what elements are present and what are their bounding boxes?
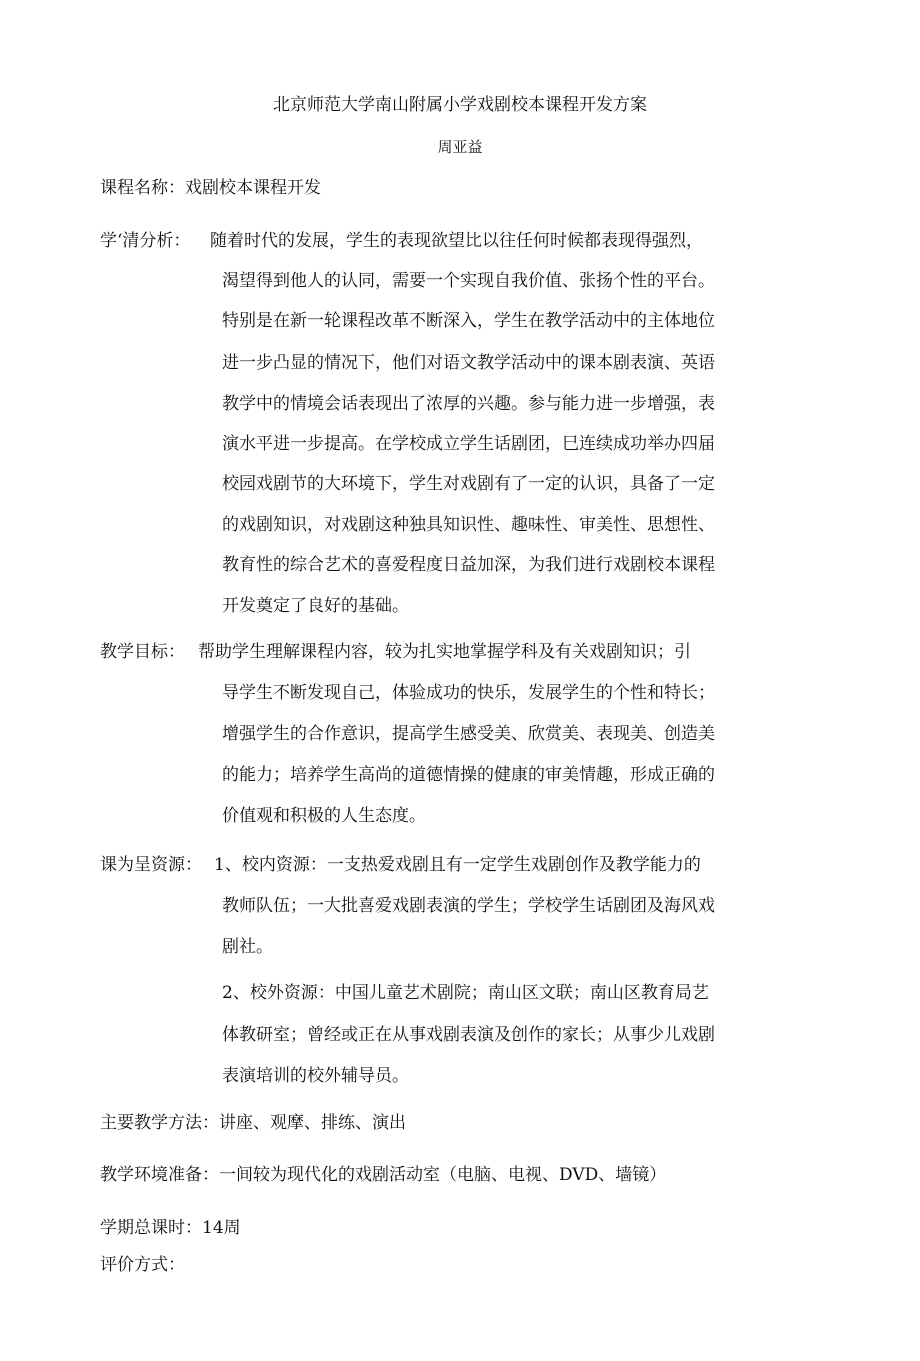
resources-label: 课为呈资源： (100, 855, 202, 875)
learner-analysis-label: 学‘清分析： (100, 231, 191, 251)
teaching-environment-row (100, 1163, 666, 1187)
teaching-goals-line: 增强学生的合作意识，提高学生感受美、欣赏美、表现美、创造美 (222, 724, 715, 744)
teaching-methods-value: 讲座、观摩、排练、演出 (219, 1113, 406, 1133)
learner-analysis-line: 教学中的情境会话表现出了浓厚的兴趣。参与能力进一步增强，表 (222, 394, 715, 414)
internal-resources-line: 1、校内资源：一支热爱戏剧且有一定学生戏剧创作及教学能力的 (214, 855, 701, 875)
teaching-goals-label: 教学目标： (100, 642, 185, 662)
learner-analysis-line: 校园戏剧节的大环境下，学生对戏剧有了一定的认识，具备了一定 (222, 474, 715, 494)
semester-hours-value: 14周 (202, 1218, 241, 1238)
course-name-row (100, 176, 321, 200)
learner-analysis-line: 演水平进一步提高。在学校成立学生话剧团，巳连续成功举办四届 (222, 434, 715, 454)
semester-hours-row (100, 1216, 241, 1240)
learner-analysis-line: 教育性的综合艺术的喜爱程度日益加深，为我们进行戏剧校本课程 (222, 555, 715, 575)
evaluation-row (100, 1253, 185, 1277)
author-name: 周亚益 (437, 138, 483, 156)
teaching-methods-row (100, 1111, 406, 1135)
teaching-environment-value: 一间较为现代化的戏剧活动室（电脑、电视、DVD、墙镜） (219, 1165, 667, 1185)
external-resources-line: 2、校外资源：中国儿童艺术剧院；南山区文联；南山区教育局艺 (222, 983, 709, 1003)
external-resources-line: 表演培训的校外辅导员。 (222, 1066, 409, 1086)
teaching-goals-line: 帮助学生理解课程内容，较为扎实地掌握学科及有关戏剧知识；引 (198, 642, 691, 662)
learner-analysis-line: 渴望得到他人的认同，需要一个实现自我价值、张扬个性的平台。 (222, 271, 715, 291)
learner-analysis-line: 进一步凸显的情况下，他们对语文教学活动中的课本剧表演、英语 (222, 353, 715, 373)
teaching-methods-label: 主要教学方法： (100, 1113, 219, 1133)
external-resources-line: 体教研室；曾经或正在从事戏剧表演及创作的家长；从事少儿戏剧 (222, 1025, 715, 1045)
document-title: 北京师范大学南山附属小学戏剧校本课程开发方案 (273, 95, 647, 115)
teaching-goals-line: 的能力；培养学生高尚的道德情操的健康的审美情趣，形成正确的 (222, 765, 715, 785)
internal-resources-line: 剧社。 (222, 937, 273, 957)
learner-analysis-line: 的戏剧知识，对戏剧这种独具知识性、趣味性、审美性、思想性、 (222, 515, 715, 535)
teaching-environment-label: 教学环境准备： (100, 1165, 219, 1185)
learner-analysis-line: 特别是在新一轮课程改革不断深入，学生在教学活动中的主体地位 (222, 311, 715, 331)
teaching-goals-line: 价值观和积极的人生态度。 (222, 806, 426, 826)
course-name-value: 戏剧校本课程开发 (185, 178, 321, 198)
learner-analysis-line: 随着时代的发展，学生的表现欲望比以往任何时候都表现得强烈， (210, 231, 703, 251)
internal-resources-line: 教师队伍；一大批喜爱戏剧表演的学生；学校学生话剧团及海风戏 (222, 896, 715, 916)
evaluation-label: 评价方式： (100, 1255, 185, 1275)
learner-analysis-line: 开发奠定了良好的基础。 (222, 596, 409, 616)
semester-hours-label: 学期总课时： (100, 1218, 202, 1238)
course-name-label: 课程名称： (100, 178, 185, 198)
teaching-goals-line: 导学生不断发现自己，体验成功的快乐，发展学生的个性和特长； (222, 683, 715, 703)
